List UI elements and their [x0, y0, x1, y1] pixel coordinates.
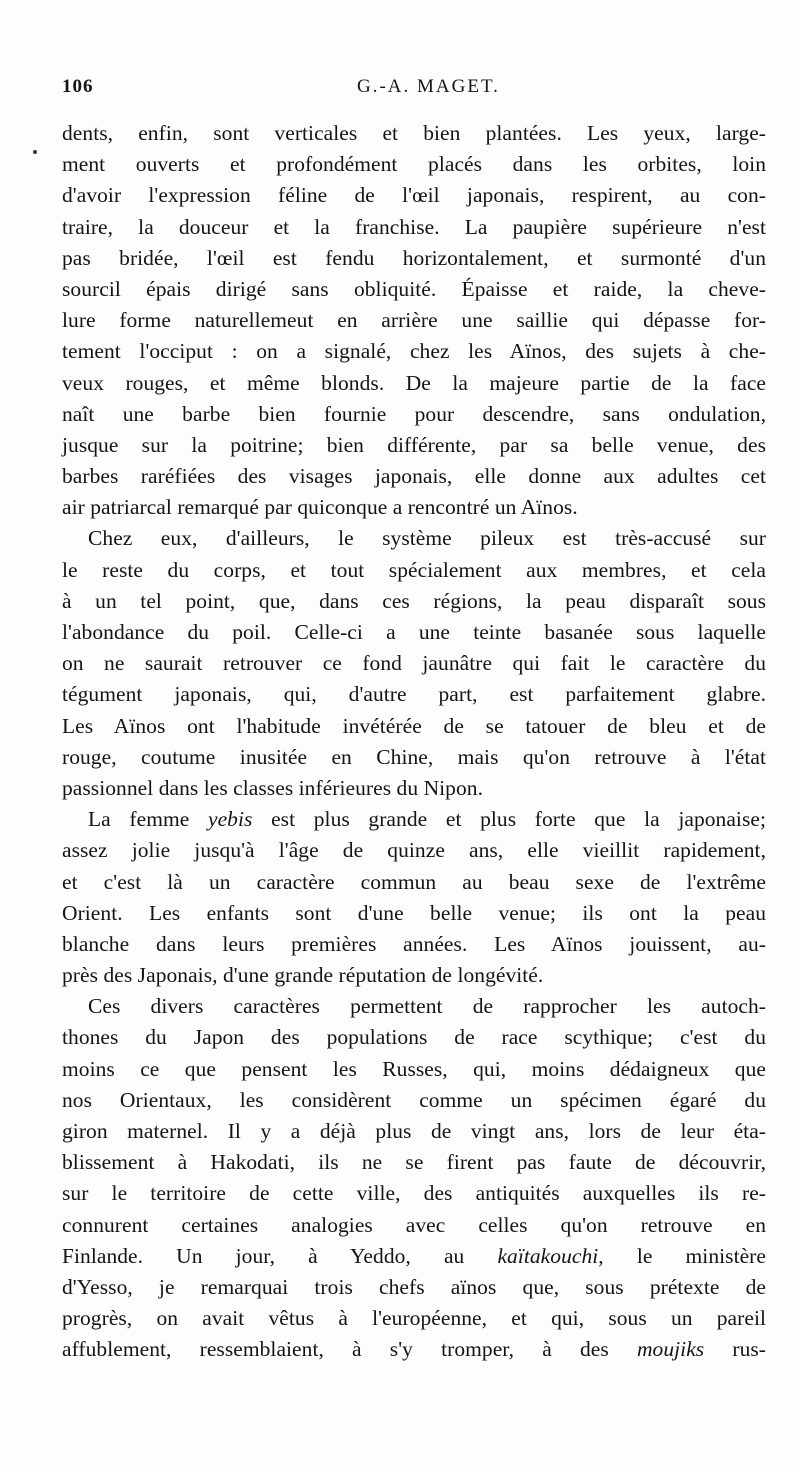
italic-word: moujiks: [636, 1337, 705, 1362]
text-line: et c'est là un caractère commun au beau sexe de l'extrême: [62, 869, 766, 894]
text-line: pas bridée, l'œil est fendu horizontalement, et surmonté d'un: [62, 245, 766, 270]
text-line: sourcil épais dirigé sans obliquité. Épaisse et raide, la cheve-: [62, 276, 766, 301]
text-line: progrès, on avait vêtus à l'européenne, et qui, sous un pareil: [62, 1306, 766, 1331]
text-line: l'abondance du poil. Celle-ci a une teinte basanée sous laquelle: [62, 620, 766, 644]
text-line: moins ce que pensent les Russes, qui, moins dédaigneux que: [62, 1056, 766, 1081]
text-line: thones du Japon des populations de race scythique; c'est du: [62, 1025, 766, 1050]
text-line: d'Yesso, je remarquai trois chefs aïnos que, sous prétexte de: [62, 1274, 766, 1299]
text-run: , le ministère: [598, 1243, 766, 1268]
text-line: Orient. Les enfants sont d'une belle venue; ils ont la peau: [62, 900, 766, 925]
margin-mark: [33, 150, 37, 154]
text-line: jusque sur la poitrine; bien différente, par sa belle venue, des: [62, 432, 766, 457]
text-line: passionnel dans les classes inférieures du Nipon.: [62, 775, 484, 800]
text-line: tégument japonais, qui, d'autre part, est parfaitement glabre.: [62, 682, 766, 707]
text-run: La femme: [88, 807, 208, 832]
text-line: rouge, coutume inusitée en Chine, mais qu'on retrouve à l'état: [62, 744, 766, 769]
running-head: [62, 76, 762, 106]
text-line: [62, 1334, 766, 1365]
text-line: Les Aïnos ont l'habitude invétérée de se tatouer de bleu et de: [62, 713, 766, 738]
text-line: [62, 1241, 766, 1272]
text-run: rus-: [704, 1337, 766, 1362]
body-text: [62, 118, 766, 1366]
text-line: le reste du corps, et tout spécialement aux membres, et cela: [62, 557, 766, 582]
text-line: d'avoir l'expression féline de l'œil japonais, respirent, au con-: [62, 183, 766, 208]
italic-word: yebis: [208, 807, 253, 832]
text-run: affublement, ressemblaient, à s'y tromper, à des: [62, 1337, 637, 1362]
text-line: barbes raréfiées des visages japonais, elle donne aux adultes cet: [62, 464, 766, 489]
text-line: assez jolie jusqu'à l'âge de quinze ans, elle vieillit rapidement,: [62, 838, 766, 863]
text-line: blanche dans leurs premières années. Les Aïnos jouissent, au-: [62, 931, 766, 956]
text-run: est plus grande et plus forte que la japonaise;: [252, 807, 766, 832]
text-line: Ces divers caractères permettent de rapprocher les autoch-: [88, 994, 766, 1019]
text-line: près des Japonais, d'une grande réputation de longévité.: [62, 963, 544, 988]
running-title: G.-A. MAGET.: [357, 76, 500, 97]
text-line: nos Orientaux, les considèrent comme un spécimen égaré du: [62, 1087, 766, 1112]
text-line: veux rouges, et même blonds. De la majeure partie de la face: [62, 370, 766, 395]
text-line: giron maternel. Il y a déjà plus de vingt ans, lors de leur éta-: [62, 1119, 766, 1143]
text-line: naît une barbe bien fournie pour descendre, sans ondulation,: [62, 401, 766, 426]
text-line: lure forme naturellemeut en arrière une saillie qui dépasse for-: [62, 308, 766, 333]
text-line: Chez eux, d'ailleurs, le système pileux est très-accusé sur: [88, 526, 766, 551]
text-run: Finlande. Un jour, à Yeddo, au: [62, 1243, 498, 1268]
page-number: 106: [62, 76, 94, 97]
text-line: connurent certaines analogies avec celles qu'on retrouve en: [62, 1212, 766, 1237]
text-line: blissement à Hakodati, ils ne se firent pas faute de découvrir,: [62, 1150, 766, 1175]
text-line: sur le territoire de cette ville, des antiquités auxquelles ils re-: [62, 1181, 766, 1206]
text-line: [62, 804, 766, 835]
text-line: à un tel point, que, dans ces régions, la peau disparaît sous: [62, 588, 766, 613]
text-line: traire, la douceur et la franchise. La paupière supérieure n'est: [62, 214, 766, 239]
text-line: air patriarcal remarqué par quiconque a rencontré un Aïnos.: [62, 495, 578, 520]
text-line: dents, enfin, sont verticales et bien plantées. Les yeux, large-: [62, 121, 766, 145]
text-line: ment ouverts et profondément placés dans les orbites, loin: [62, 152, 766, 177]
text-line: on ne saurait retrouver ce fond jaunâtre qui fait le caractère du: [62, 651, 766, 676]
text-line: tement l'occiput : on a signalé, chez les Aïnos, des sujets à che-: [62, 339, 766, 364]
italic-word: kaïtakouchi: [497, 1243, 599, 1268]
